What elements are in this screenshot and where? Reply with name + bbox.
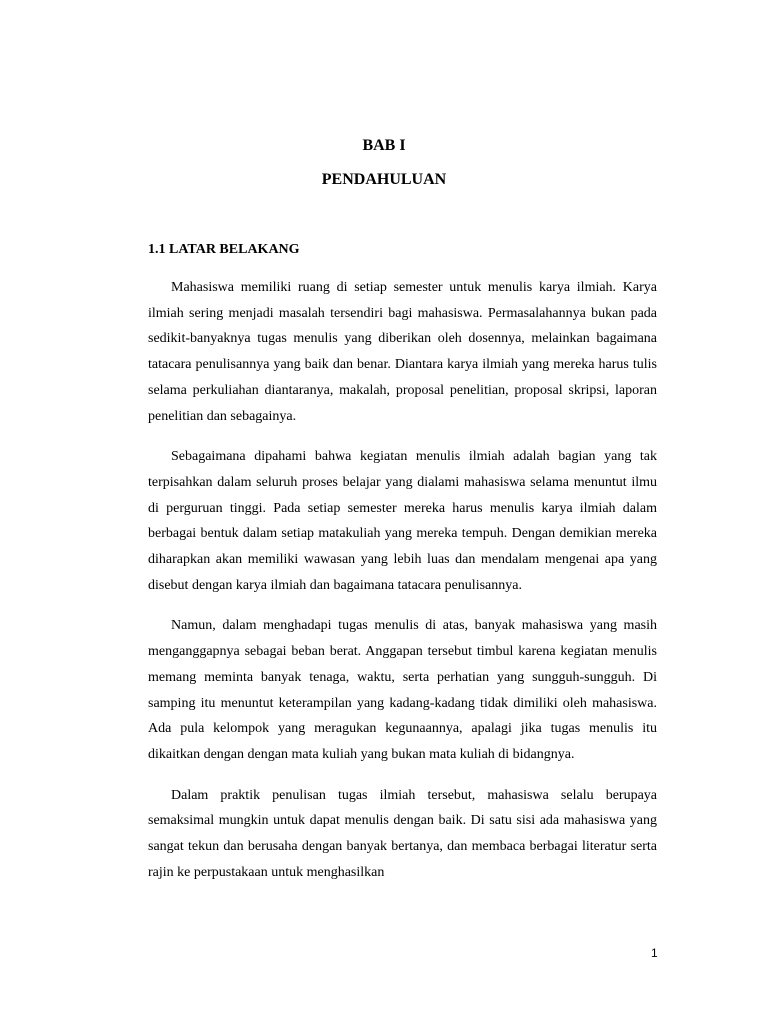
section-heading: 1.1 LATAR BELAKANG	[148, 242, 300, 257]
chapter-title: PENDAHULUAN	[321, 171, 447, 188]
page-number: 1	[651, 946, 658, 960]
paragraph: Namun, dalam menghadapi tugas menulis di atas, banyak mahasiswa yang masih menganggapnya sebagai beban berat. Anggapan tersebut timbul karena kegiatan menulis memang meminta banyak tenaga, waktu, serta perhatian yang sungguh-sungguh. Di samping itu menuntut keterampilan yang kadang-kadang tidak dimiliki oleh mahasiswa. Ada pula kelompok yang meragukan kegunaannya, apalagi jika tugas menulis itu dikaitkan dengan dengan mata kuliah yang bukan mata kuliah di bidangnya.	[148, 618, 657, 762]
paragraph: Dalam praktik penulisan tugas ilmiah tersebut, mahasiswa selalu berupaya semaksimal mungkin untuk dapat menulis dengan baik. Di satu sisi ada mahasiswa yang sangat tekun dan berusaha dengan banyak bertanya, dan membaca berbagai literatur serta rajin ke perpustakaan untuk menghasilkan	[148, 787, 657, 880]
chapter-number: BAB I	[362, 137, 406, 154]
paragraph: Sebagaimana dipahami bahwa kegiatan menulis ilmiah adalah bagian yang tak terpisahkan dalam seluruh proses belajar yang dialami mahasiswa selama menuntut ilmu di perguruan tinggi. Pada setiap semester mereka harus menulis karya ilmiah dalam berbagai bentuk dalam setiap matakuliah yang mereka tempuh. Dengan demikian mereka diharapkan akan memiliki wawasan yang lebih luas dan mendalam mengenai apa yang disebut dengan karya ilmiah dan bagaimana tatacara penulisannya.	[148, 449, 657, 593]
paragraph: Mahasiswa memiliki ruang di setiap semester untuk menulis karya ilmiah. Karya ilmiah sering menjadi masalah tersendiri bagi mahasiswa. Permasalahannya bukan pada sedikit-banyaknya tugas menulis yang diberikan oleh dosennya, melainkan bagaimana tatacara penulisannya yang baik dan benar. Diantara karya ilmiah yang mereka harus tulis selama perkuliahan diantaranya, makalah, proposal penelitian, proposal skripsi, laporan penelitian dan sebagainya.	[148, 280, 657, 424]
body-text	[148, 275, 657, 900]
